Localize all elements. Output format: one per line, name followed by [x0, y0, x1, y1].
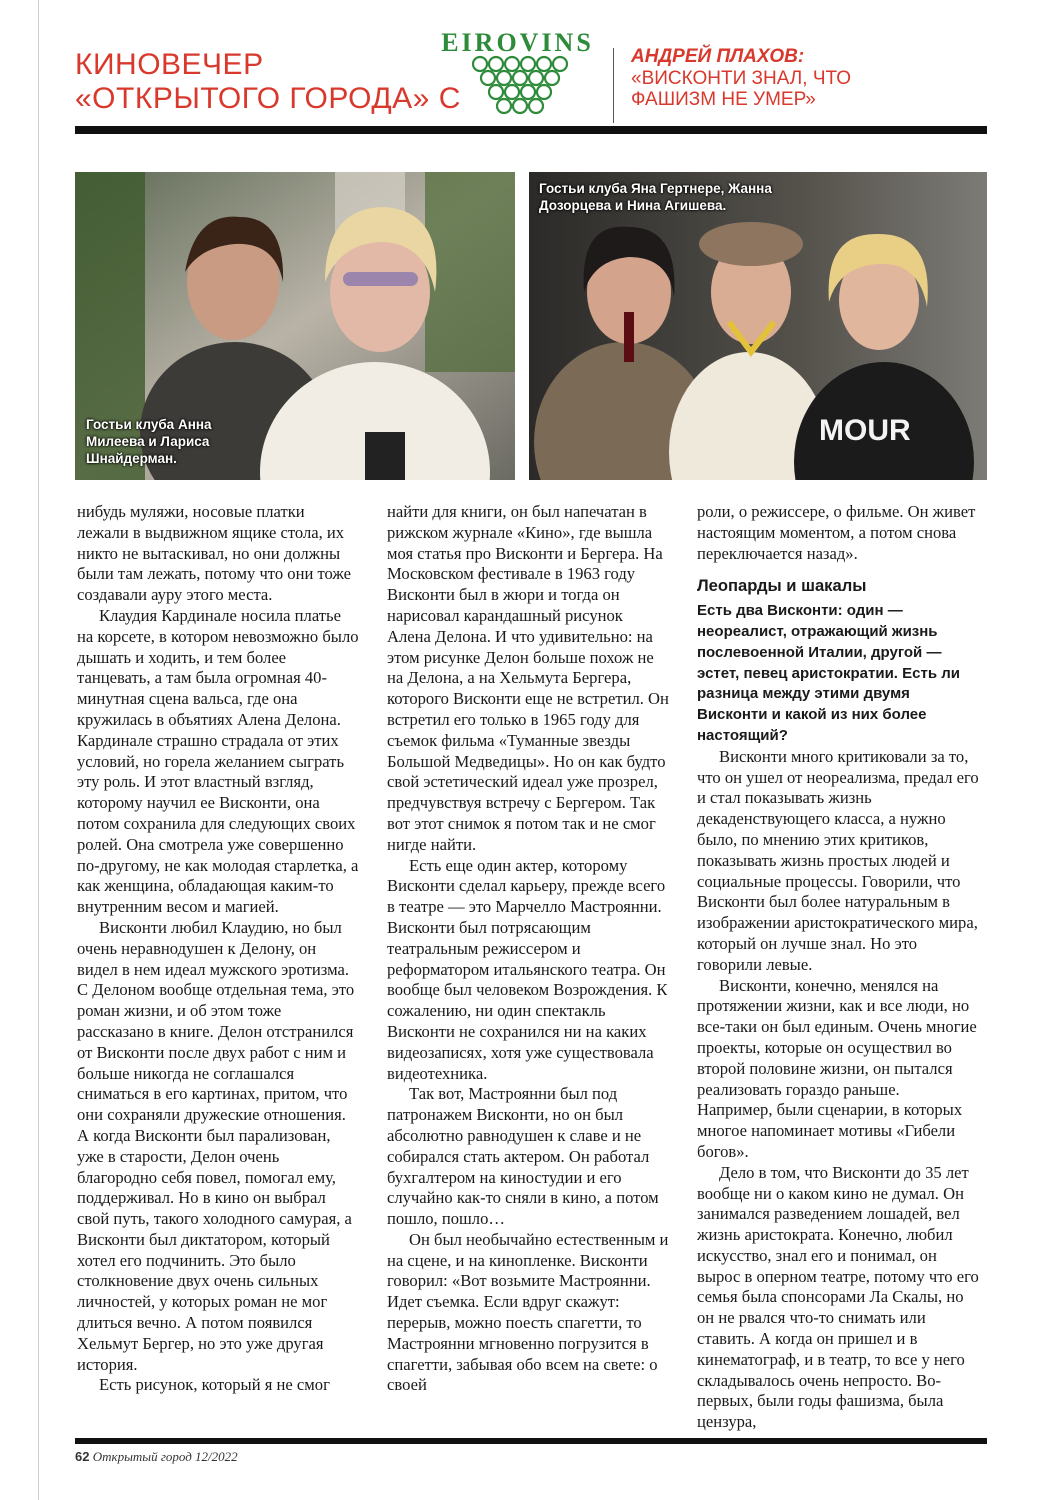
paragraph: Так вот, Мастроянни был под патронажем Висконти, но он был абсолютно равнодушен к славе и не собирался стать актером. Он работал бухгалтером на киностудии и его случайно как-то сняли в кино, а потом пошло, пошло…: [387, 1084, 659, 1229]
title-line-1: КИНОВЕЧЕР: [75, 48, 264, 81]
logo-text: EIROVINS: [441, 28, 594, 57]
paragraph: Есть рисунок, который я не смог: [99, 1375, 330, 1395]
paragraph: Висконти много критиковали за то, что он ушел от неореализма, предал его и стал показывать жизнь декаденствующего класса, а нужно было, по мнению этих критиков, показывать жизнь простых людей и социальные процессы. Говорили, что Висконти был более натуральным в изображении аристократического мира, который он лучше знал. Но это говорили левые.: [697, 746, 979, 974]
paragraph: Клаудия Кардинале носила платье на корсете, в котором невозможно было дышать и ходить, и тем более танцевать, а там была огромная 40-минутная сцена вальса, где она кружилась в объятиях Алена Делона. Кардинале страшно страдала от этих условий, но горела желанием сыграть эту роль. И этот властный взгляд, которому научил ее Висконти, она потом сохранила для следующих своих ролей. Она смотрела уже совершенно по-другому, не как молодая старлетка, а как женщина, обладающая каким-то внутренним весом и магией.: [77, 605, 359, 917]
quote-line-1: «ВИСКОНТИ ЗНАЛ, ЧТО: [631, 68, 852, 89]
page-edge: [0, 0, 39, 1500]
header-divider: [613, 48, 614, 123]
paragraph: Висконти любил Клаудию, но был очень неравнодушен к Делону, он видел в нем идеал мужского эротизма. С Делоном вообще отдельная тема, это роман жизни, и об этом тоже рассказано в книге. Делон отстранился от Висконти после двух работ с ним и больше никогда не соглашался сниматься в его картинах, притом, что они сохраняли дружеские отношения. А когда Висконти был парализован, уже в старости, Делон очень благородно себя повел, помогал ему, поддерживал. Но в кино он выбрал свой путь, такого холодного самурая, а Висконти был диктатором, который хотел его подчинить. Это было столкновение двух очень сильных личностей, у которых роман не мог длиться вечно. А потом появился Хельмут Бергер, но это уже другая история.: [77, 917, 355, 1374]
page-footer: [75, 1449, 238, 1465]
guests-photo-right: [529, 172, 987, 480]
interview-question: Есть два Висконти: один — неореалист, отражающий жизнь послевоенной Италии, другой — эстет, певец аристократии. Есть ли разница между этими двумя Висконти и какой из них более настоящий?: [697, 602, 960, 744]
sweater-text: MOUR: [819, 414, 911, 447]
article-subtitle: [631, 46, 991, 110]
text-column-3: [697, 502, 979, 1433]
paragraph: нибудь муляжи, носовые платки лежали в выдвижном ящике стола, их никто не вытаскивал, но они должны были там лежать, потому что они тоже создавали ауру этого места.: [77, 502, 352, 605]
magazine-issue: Открытый город 12/2022: [92, 1449, 238, 1464]
photo-caption-right: Гостьи клуба Яна Гертнере, Жанна Дозорцева и Нина Агишева.: [539, 181, 772, 213]
quote-line-2: ФАШИЗМ НЕ УМЕР»: [631, 89, 816, 110]
paragraph: найти для книги, он был напечатан в рижском журнале «Кино», где вышла моя статья про Висконти и Бергера. На Московском фестивале в 1963 году Висконти был в жюри и тогда он нарисовал карандашный рисунок Алена Делона. И что удивительно: на этом рисунке Делон больше похож не на Делона, а на Хельмута Бергера, которого Висконти еще не встретил. Он встретил его только в 1965 году для съемок фильма «Туманные звезды Большой Медведицы». Но он как будто свой эстетический идеал уже прозрел, предчувствуя встречу с Бергером. Так вот этот снимок я потом так и не смог нигде найти.: [387, 502, 669, 854]
title-line-2: «ОТКРЫТОГО ГОРОДА» С: [75, 82, 461, 115]
paragraph: Висконти, конечно, менялся на протяжении жизни, как и все люди, но все-таки он был единым. Очень многие проекты, которые он осуществил во второй половине жизни, он пытался реализовать гораздо раньше. Например, были сценарии, в которых многое напоминает мотивы «Гибели богов».: [697, 975, 977, 1161]
text-column-2: [387, 502, 669, 1396]
photo-left: [75, 172, 515, 480]
paragraph: Есть еще один актер, которому Висконти сделал карьеру, прежде всего в театре — это Марчелло Мастроянни. Висконти был потрясающим театральным режиссером и реформатором итальянского театра. Он вообще был человеком Возрождения. К сожалению, ни один спектакль Висконти не сохранился ни на каких видеозаписях, хотя уже существовала видеотехника.: [387, 855, 668, 1083]
author-name: АНДРЕЙ ПЛАХОВ:: [631, 46, 805, 67]
paragraph: Он был необычайно естественным и на сцене, и на кинопленке. Висконти говорил: «Вот возьмите Мастроянни. Идет съемка. Если вдруг скажут: перерыв, можно поесть спагетти, то Мастроянни мгновенно погрузится в спагетти, забывая обо всем на свете: о своей: [387, 1229, 669, 1395]
grapes-icon: [465, 54, 575, 118]
paragraph: роли, о режиссере, о фильме. Он живет настоящим моментом, а потом снова переключается назад».: [697, 502, 976, 563]
footer-rule: [75, 1438, 987, 1444]
photo-caption-left: Гостьи клуба Анна Милеева и Лариса Шнайдерман.: [86, 417, 212, 466]
eirovins-logo: [430, 28, 605, 120]
header-rule: [75, 126, 987, 134]
photo-right: [529, 172, 987, 480]
section-subheading: Леопарды и шакалы: [697, 576, 867, 596]
paragraph: Дело в том, что Висконти до 35 лет вообще ни о каком кино не думал. Он занимался разведением лошадей, вел жизнь аристократа. Конечно, любил искусство, знал его и понимал, он вырос в оперном театре, потому что его семья была спонсорами Ла Скалы, но он не рвался что-то снимать или ставить. А когда он пришел и в кинематограф, и в театр, то все у него складывалось очень непросто. Во-первых, были годы фашизма, была цензура,: [697, 1162, 979, 1432]
page-number: 62: [75, 1449, 90, 1464]
page-header: [75, 28, 987, 128]
text-column-1: [77, 502, 359, 1396]
